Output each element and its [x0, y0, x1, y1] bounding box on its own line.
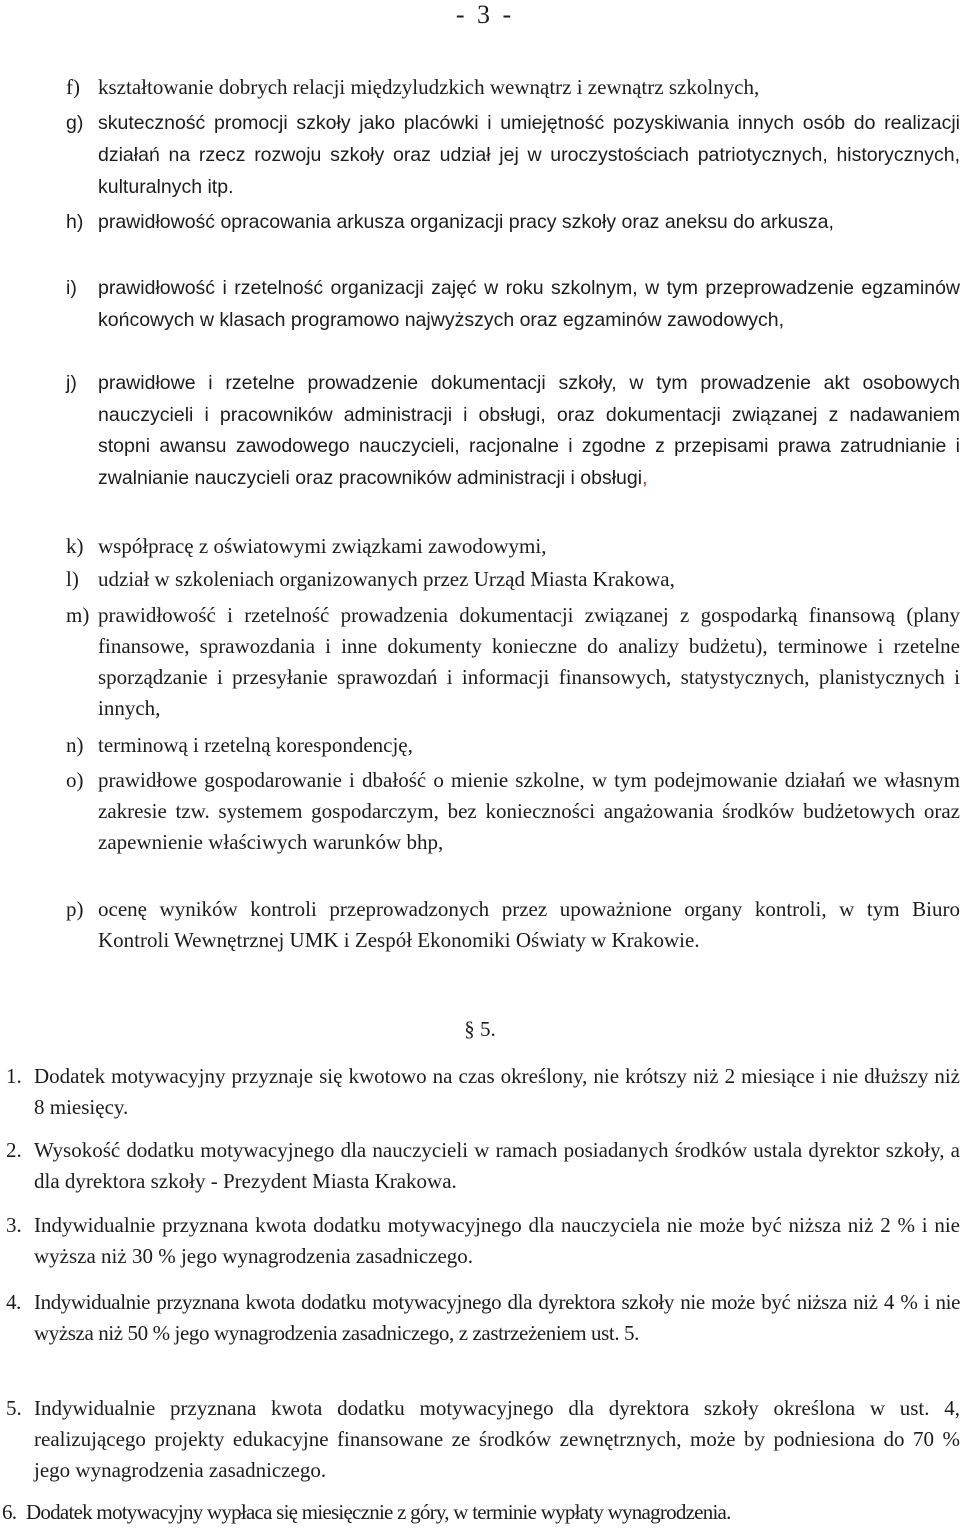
numbered-item-text: Dodatek motywacyjny przyznaje się kwotowo na czas określony, nie krótszy niż 2 miesiące i nie dłuższy niż 8 miesięcy.: [34, 1064, 960, 1119]
list-item-text: ocenę wyników kontroli przeprowadzonych przez upoważnione organy kontroli, w tym Biuro Kontroli Wewnętrznej UMK i Zespół Ekonomiki Oświaty w Krakowie.: [98, 897, 960, 952]
numbered-item-text: Indywidualnie przyznana kwota dodatku motywacyjnego dla nauczyciela nie może być niższa niż 2 % i nie wyższa niż 30 % jego wynagrodzenia zasadniczego.: [34, 1213, 960, 1268]
numbered-item-6: [0, 1497, 960, 1528]
list-item-n: [0, 730, 960, 761]
numbered-item-4: [0, 1287, 960, 1349]
page-number: - 3 -: [455, 0, 515, 29]
trailing-comma: ,: [642, 466, 648, 489]
list-item-i: [0, 272, 960, 336]
list-item-o: [0, 765, 960, 858]
list-marker: h): [66, 211, 84, 233]
list-item-p: [0, 894, 960, 956]
list-item-text: prawidłowość i rzetelność prowadzenia dokumentacji związanej z gospodarką finansową (plany finansowe, sprawozdania i inne dokumenty konieczne do analizy budżetu), terminowe i rzetelne sporządzanie i przesyłanie sprawozdań i informacji finansowych, statystycznych, planistycznych i innych,: [98, 603, 960, 720]
numbered-item-text: Dodatek motywacyjny wypłaca się miesięcznie z góry, w terminie wypłaty wynagrodzenia.: [26, 1500, 731, 1524]
section-heading: § 5.: [464, 1017, 496, 1041]
list-item-g: [0, 107, 960, 203]
list-marker: m): [66, 603, 90, 627]
list-item-h: [0, 205, 960, 239]
list-marker: j): [66, 372, 77, 394]
numbered-marker: 2.: [6, 1138, 22, 1162]
list-item-text: prawidłowość i rzetelność organizacji zajęć w roku szkolnym, w tym przeprowadzenie egzaminów końcowych w klasach programowo najwyższych oraz egzaminów zawodowych,: [98, 277, 960, 331]
list-item-f: [0, 72, 960, 103]
list-marker: n): [66, 733, 84, 757]
numbered-item-text: Indywidualnie przyznana kwota dodatku motywacyjnego dla dyrektora szkoły określona w ust. 4, realizującego projekty edukacyjne finansowane ze środków zewnętrznych, może by podniesiona do 70 % jego wynagrodzenia zasadniczego.: [34, 1396, 960, 1482]
list-item-text: współpracę z oświatowymi związkami zawodowymi,: [98, 534, 547, 558]
list-item-text: prawidłowość opracowania arkusza organizacji pracy szkoły oraz aneksu do arkusza,: [98, 211, 834, 233]
list-marker: o): [66, 768, 84, 792]
numbered-item-text: Indywidualnie przyznana kwota dodatku motywacyjnego dla dyrektora szkoły nie może być niższa niż 4 % i nie wyższa niż 50 % jego wynagrodzenia zasadniczego, z zastrzeżeniem ust. 5.: [34, 1290, 960, 1345]
list-marker: p): [66, 897, 84, 921]
numbered-marker: 1.: [6, 1064, 22, 1088]
numbered-marker: 3.: [6, 1213, 22, 1237]
numbered-marker: 5.: [6, 1396, 22, 1420]
list-marker: l): [66, 567, 79, 591]
numbered-item-5: [0, 1393, 960, 1486]
list-item-text: [98, 368, 960, 494]
list-item-text: prawidłowe gospodarowanie i dbałość o mienie szkolne, w tym podejmowanie działań we własnym zakresie tzw. systemem gospodarczym, bez konieczności angażowania środków budżetowych oraz zapewnienie właściwych warunków bhp,: [98, 768, 960, 854]
numbered-marker: 4.: [6, 1290, 21, 1314]
numbered-item-2: [0, 1135, 960, 1197]
list-item-text: terminową i rzetelną korespondencję,: [98, 733, 413, 757]
numbered-marker: 6.: [2, 1500, 17, 1524]
list-item-j: [0, 368, 960, 494]
list-item-text: skuteczność promocji szkoły jako placówki i umiejętność pozyskiwania innych osób do realizacji działań na rzecz rozwoju szkoły oraz udział jej w uroczystościach patriotycznych, historycznych, kulturalnych itp.: [98, 112, 960, 198]
list-marker: k): [66, 534, 84, 558]
list-item-text: kształtowanie dobrych relacji międzyludzkich wewnątrz i zewnątrz szkolnych,: [98, 75, 760, 99]
numbered-item-3: [0, 1210, 960, 1272]
list-item-l: [0, 564, 960, 595]
list-item-text-body: prawidłowe i rzetelne prowadzenie dokumentacji szkoły, w tym prowadzenie akt osobowych nauczycieli i pracowników administracji i obsługi, oraz dokumentacji związanej z nadawaniem stopni awansu zawodowego nauczycieli, racjonalne i zgodne z przepisami prawa zatrudnianie i zwalnianie nauczycieli oraz pracowników administracji i obsługi: [98, 372, 960, 489]
numbered-item-text: Wysokość dodatku motywacyjnego dla nauczycieli w ramach posiadanych środków ustala dyrektor szkoły, a dla dyrektora szkoły - Prezydent Miasta Krakowa.: [34, 1138, 960, 1193]
list-marker: f): [66, 75, 80, 99]
list-item-text: udział w szkoleniach organizowanych przez Urząd Miasta Krakowa,: [98, 567, 675, 591]
list-marker: i): [66, 277, 77, 299]
list-marker: g): [66, 112, 84, 134]
list-item-m: [0, 600, 960, 724]
list-item-k: [0, 531, 960, 562]
numbered-item-1: [0, 1061, 960, 1123]
